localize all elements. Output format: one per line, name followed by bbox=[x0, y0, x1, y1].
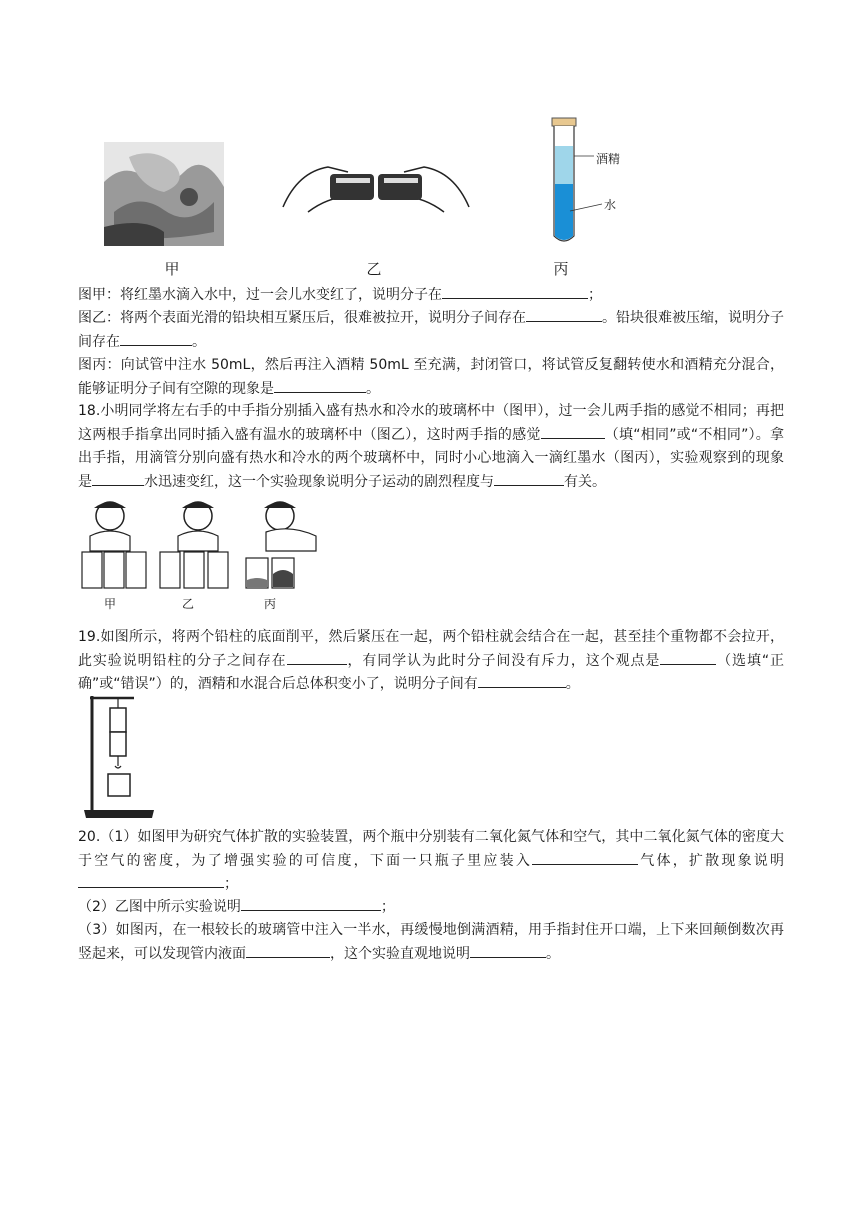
answer-blank[interactable] bbox=[120, 331, 192, 346]
q18-caption-yi: 乙 bbox=[181, 597, 194, 611]
q18-caption-bing: 丙 bbox=[263, 597, 276, 611]
caption-jia: 甲 bbox=[164, 260, 180, 278]
answer-blank[interactable] bbox=[532, 850, 638, 865]
q17-yi-text: 图乙：将两个表面光滑的铅块相互紧压后，很难被拉开，说明分子间存在 。铅块很难被压缩，说明分子间存在 。 bbox=[78, 307, 784, 354]
answer-blank[interactable] bbox=[78, 873, 224, 888]
q17-jia-text: 图甲：将红墨水滴入水中，过一会儿水变红了，说明分子在 ； bbox=[78, 284, 784, 308]
answer-blank[interactable] bbox=[494, 471, 564, 486]
answer-blank[interactable] bbox=[478, 673, 566, 688]
figure-yi-lead-blocks bbox=[278, 152, 474, 222]
figure-jia-ink-in-water bbox=[104, 142, 224, 246]
q20-part3-text: （3）如图丙，在一根较长的玻璃管中注入一半水，再缓慢地倒满酒精，用手指封住开口端，上下来回颠倒数次再竖起来，可以发现管内液面 ，这个实验直观地说明 。 bbox=[78, 922, 784, 962]
answer-blank[interactable] bbox=[442, 284, 588, 299]
label-water: 水 bbox=[604, 198, 617, 212]
figure-q18-cups bbox=[80, 496, 332, 592]
answer-blank[interactable] bbox=[246, 943, 330, 958]
q20-part2-text: （2）乙图中所示实验说明 ； bbox=[78, 896, 784, 920]
answer-blank[interactable] bbox=[241, 896, 381, 911]
caption-bing: 丙 bbox=[553, 260, 569, 278]
label-alcohol: 酒精 bbox=[596, 152, 621, 166]
answer-blank[interactable] bbox=[660, 650, 716, 665]
answer-blank[interactable] bbox=[541, 424, 605, 439]
caption-yi: 乙 bbox=[366, 260, 382, 278]
q19-text: 19.如图所示，将两个铅柱的底面削平，然后紧压在一起，两个铅柱就会结合在一起，甚至挂个重物都不会拉开，此实验说明铅柱的分子之间存在 ，有同学认为此时分子间没有斥力，这个观点是 （选填“正确”或“错误”）的，酒精和水混合后总体积变小了，说明分子间有 。 bbox=[78, 629, 784, 692]
answer-blank[interactable] bbox=[92, 471, 144, 486]
figure-q19-lead-cylinders bbox=[82, 692, 164, 822]
figure-bing-test-tube bbox=[546, 116, 636, 248]
answer-blank[interactable] bbox=[470, 943, 546, 958]
answer-blank[interactable] bbox=[287, 650, 347, 665]
q17-bing-text: 图丙：向试管中注水 50mL，然后再注入酒精 50mL 至充满，封闭管口，将试管反复翻转使水和酒精充分混合，能够证明分子间有空隙的现象是 。 bbox=[78, 357, 784, 397]
q18-text: 18.小明同学将左右手的中手指分别插入盛有热水和冷水的玻璃杯中（图甲），过一会儿两手指的感觉不相同；再把这两根手指拿出同时插入盛有温水的玻璃杯中（图乙），这时两手指的感觉 （填“相同”或“不相同”）。拿出手指，用滴管分别向盛有热水和冷水的两个玻璃杯中，同时小心地滴入一滴红墨水（图丙），实验观察到的现象是 水迅速变红，这一个实验现象说明分子运动的剧烈程度与 有关。 bbox=[78, 403, 785, 490]
answer-blank[interactable] bbox=[274, 378, 366, 393]
answer-blank[interactable] bbox=[526, 307, 602, 322]
q18-caption-jia: 甲 bbox=[103, 597, 116, 611]
q20-part1-text: 20.（1）如图甲为研究气体扩散的实验装置，两个瓶中分别装有二氧化氮气体和空气，其中二氧化氮气体的密度大于空气的密度，为了增强实验的可信度，下面一只瓶子里应装入 气体，扩散现象说明； bbox=[78, 829, 785, 892]
